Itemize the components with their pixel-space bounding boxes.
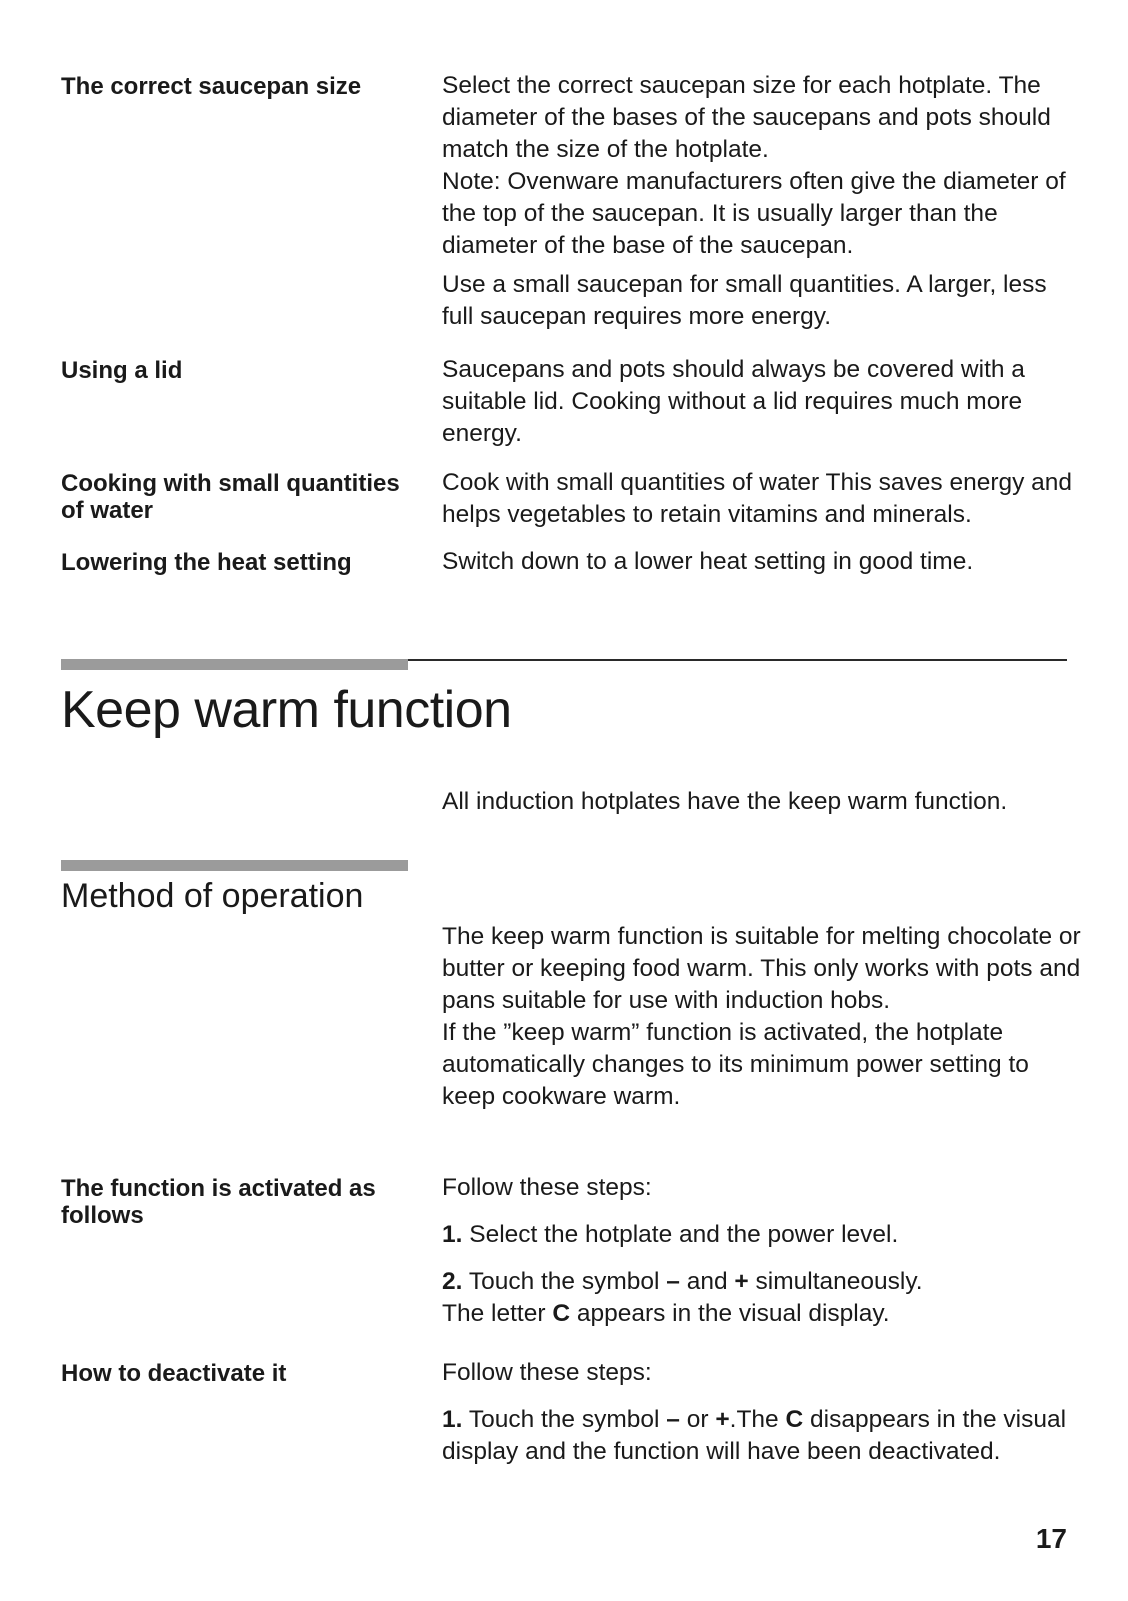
step-text: The letter <box>442 1300 553 1327</box>
deactivate-steps <box>442 1357 1082 1468</box>
paragraph: Use a small saucepan for small quantities. A larger, less full saucepan requires more energy. <box>442 271 1047 330</box>
step-2 <box>442 1266 1082 1330</box>
step-text: appears in the visual display. <box>570 1300 890 1327</box>
deactivate-label: How to deactivate it <box>61 1360 287 1387</box>
tip-text-lowering-heat <box>442 546 1082 578</box>
step-number: 2. <box>442 1268 463 1295</box>
step-text: Select the hotplate and the power level. <box>469 1221 899 1248</box>
step-number: 1. <box>442 1406 463 1433</box>
tip-label-small-water: Cooking with small quantities of water <box>61 470 400 524</box>
step-text: disappears in the visual display and the function will have been deactivated. <box>442 1406 1067 1465</box>
paragraph: The keep warm function is suitable for melting chocolate or butter or keeping food warm. This only works with pots and pans suitable for use with induction hobs. <box>442 923 1081 1014</box>
page-number: 17 <box>1035 1523 1067 1554</box>
step-1 <box>442 1404 1082 1468</box>
step-text: .The <box>729 1406 786 1433</box>
minus-symbol: – <box>666 1268 680 1295</box>
tip-text-saucepan-size <box>442 70 1082 333</box>
plus-symbol: + <box>734 1268 749 1295</box>
step-text: Touch the symbol <box>468 1268 667 1295</box>
step-text: simultaneously. <box>748 1268 923 1295</box>
section-title-keep-warm: Keep warm function <box>61 681 512 739</box>
plus-symbol: + <box>715 1406 730 1433</box>
letter-c: C <box>552 1300 571 1327</box>
activate-label: The function is activated as follows <box>61 1175 376 1229</box>
step-1 <box>442 1219 1082 1251</box>
steps-intro: Follow these steps: <box>442 1174 652 1201</box>
step-text: Touch the symbol <box>468 1406 667 1433</box>
step-text: or <box>679 1406 716 1433</box>
paragraph: Switch down to a lower heat setting in good time. <box>442 548 974 575</box>
step-text: and <box>679 1268 735 1295</box>
tip-label-using-lid: Using a lid <box>61 357 183 384</box>
paragraph: Select the correct saucepan size for each hotplate. The diameter of the bases of the saucepans and pots should match the size of the hotplate. <box>442 72 1051 163</box>
tip-label-saucepan-size: The correct saucepan size <box>61 73 362 100</box>
section-divider-bar <box>61 659 408 670</box>
tip-label-lowering-heat: Lowering the heat setting <box>61 549 352 576</box>
tip-text-small-water <box>442 467 1082 531</box>
subsection-divider-bar <box>61 860 408 871</box>
letter-c: C <box>785 1406 804 1433</box>
subsection-title-method: Method of operation <box>61 877 364 915</box>
paragraph: If the ”keep warm” function is activated, the hotplate automatically changes to its minimum power setting to keep cookware warm. <box>442 1019 1029 1110</box>
paragraph: Saucepans and pots should always be covered with a suitable lid. Cooking without a lid requires much more energy. <box>442 356 1025 447</box>
steps-intro: Follow these steps: <box>442 1359 652 1386</box>
paragraph: Cook with small quantities of water This saves energy and helps vegetables to retain vitamins and minerals. <box>442 469 1073 528</box>
activate-steps <box>442 1172 1082 1330</box>
tip-text-using-lid <box>442 354 1082 450</box>
step-number: 1. <box>442 1221 463 1248</box>
method-text <box>442 921 1082 1113</box>
minus-symbol: – <box>666 1406 680 1433</box>
paragraph: Note: Ovenware manufacturers often give the diameter of the top of the saucepan. It is usually larger than the diameter of the base of the saucepan. <box>442 168 1066 259</box>
keep-warm-intro: All induction hotplates have the keep warm function. <box>442 788 1008 815</box>
